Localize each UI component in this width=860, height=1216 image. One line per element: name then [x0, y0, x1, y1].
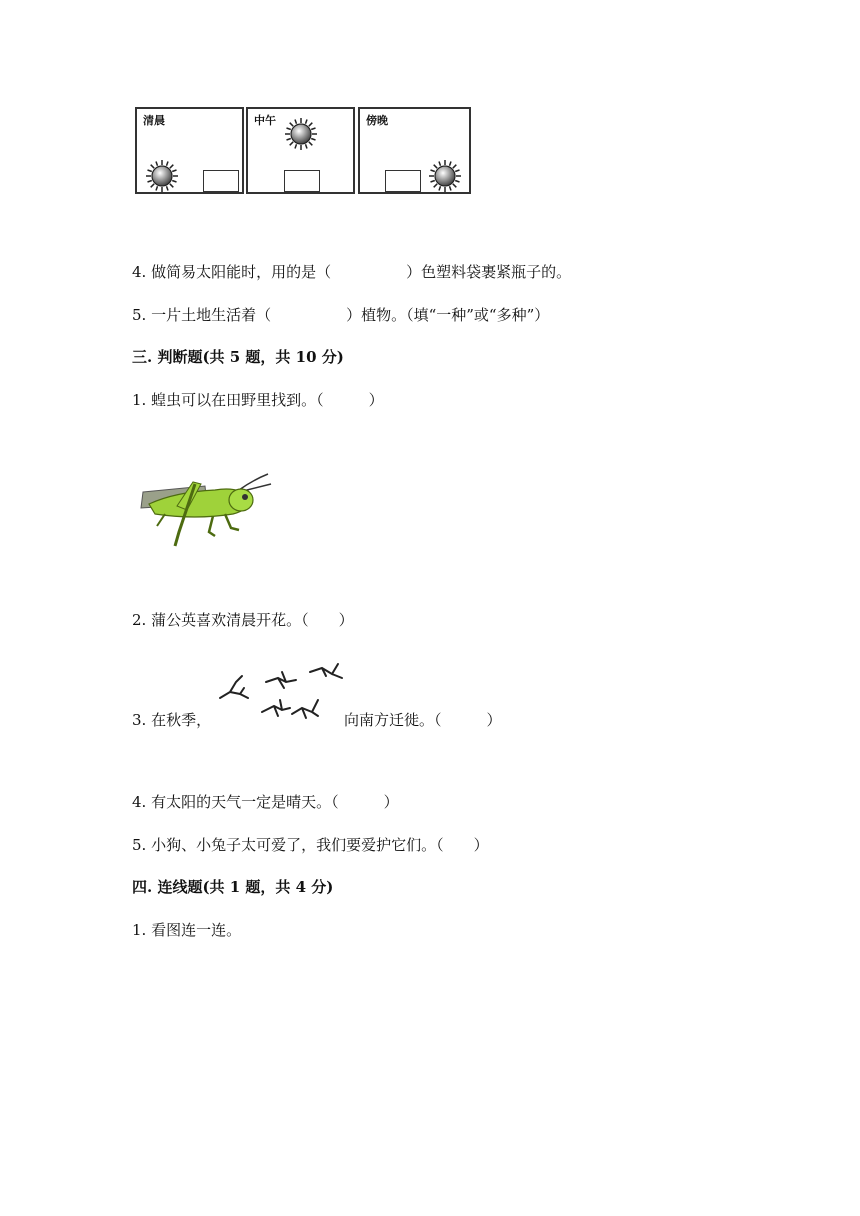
question-judgment-1: 1. 蝗虫可以在田野里找到。（ ） [132, 391, 384, 409]
sun-icon [284, 117, 318, 151]
question-judgment-3-prefix: 3. 在秋季， [132, 711, 212, 729]
section-heading-matching: 四. 连线题(共 1 题，共 4 分) [132, 878, 334, 896]
panel-noon [246, 107, 355, 194]
panel-label-morning: 清晨 [143, 114, 165, 127]
sun-icon [145, 159, 179, 193]
sun-icon [428, 159, 462, 193]
panel-evening [358, 107, 471, 194]
panel-label-noon: 中午 [254, 114, 276, 127]
answer-box-morning[interactable] [203, 170, 239, 192]
question-fill-5: 5. 一片土地生活着（ ）植物。（填“一种”或“多种”） [132, 306, 550, 324]
answer-box-evening[interactable] [385, 170, 421, 192]
panel-morning [135, 107, 244, 194]
question-judgment-5: 5. 小狗、小兔子太可爱了，我们要爱护它们。（ ） [132, 836, 489, 854]
question-matching-1: 1. 看图连一连。 [132, 921, 242, 939]
birds-icon [214, 654, 344, 726]
question-judgment-2: 2. 蒲公英喜欢清晨开花。（ ） [132, 611, 354, 629]
answer-box-noon[interactable] [284, 170, 320, 192]
grasshopper-icon [135, 470, 275, 550]
panel-label-evening: 傍晚 [366, 114, 388, 127]
question-fill-4: 4. 做简易太阳能时，用的是（ ）色塑料袋裹紧瓶子的。 [132, 263, 572, 281]
question-judgment-4: 4. 有太阳的天气一定是晴天。（ ） [132, 793, 399, 811]
section-heading-judgment: 三. 判断题(共 5 题，共 10 分) [132, 348, 344, 366]
question-judgment-3-suffix: 向南方迁徙。（ ） [344, 711, 502, 729]
